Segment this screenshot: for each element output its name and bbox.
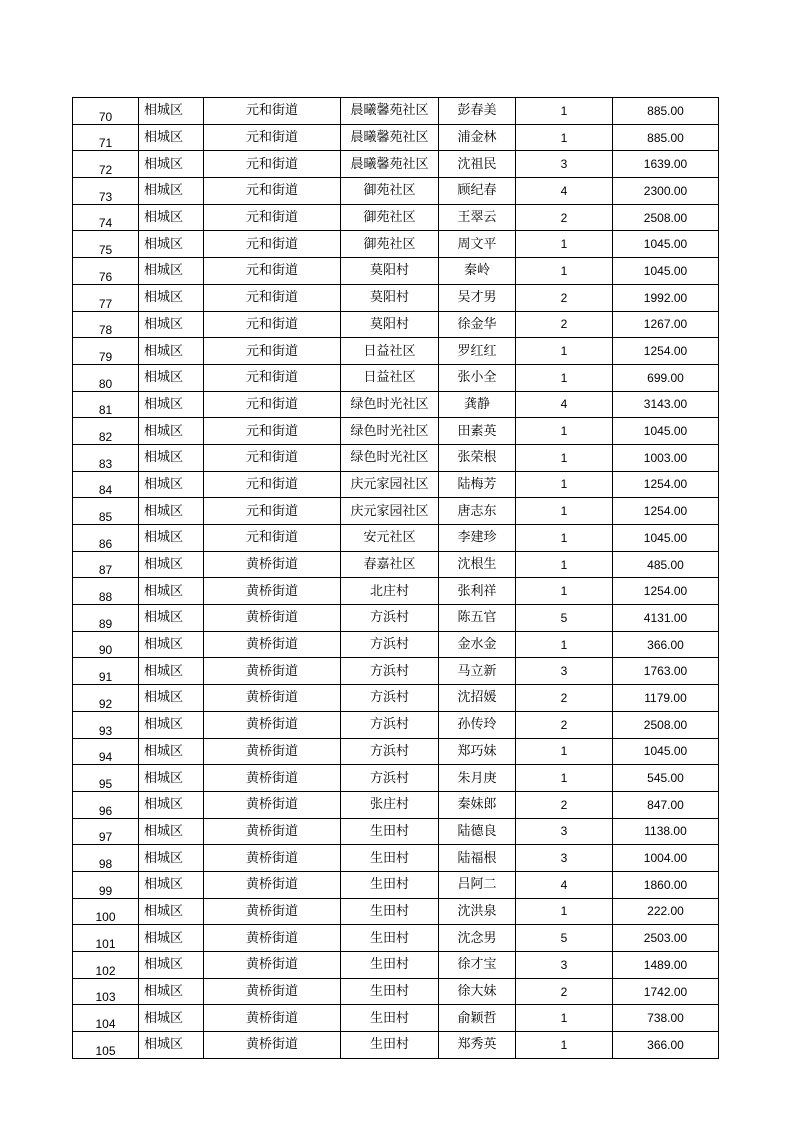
district-cell: 相城区 [139,925,204,952]
row-number-cell: 101 [73,925,139,952]
community-cell: 晨曦馨苑社区 [341,124,439,151]
district-cell: 相城区 [139,124,204,151]
household-count-cell: 5 [516,925,613,952]
row-number-cell: 100 [73,898,139,925]
street-cell: 元和街道 [204,498,341,525]
table-row [73,871,719,898]
community-cell: 方浜村 [341,738,439,765]
household-count-cell: 2 [516,204,613,231]
community-cell: 北庄村 [341,578,439,605]
amount-cell: 699.00 [613,364,719,391]
street-cell: 黄桥街道 [204,605,341,632]
street-cell: 黄桥街道 [204,1032,341,1059]
amount-cell: 1489.00 [613,952,719,979]
table-row [73,364,719,391]
street-cell: 黄桥街道 [204,578,341,605]
person-name-cell: 周文平 [439,231,516,258]
community-cell: 安元社区 [341,525,439,552]
amount-cell: 2300.00 [613,178,719,205]
street-cell: 黄桥街道 [204,765,341,792]
row-number-cell: 94 [73,738,139,765]
person-name-cell: 俞颖哲 [439,1005,516,1032]
household-count-cell: 2 [516,978,613,1005]
table-row [73,98,719,125]
community-cell: 方浜村 [341,631,439,658]
community-cell: 御苑社区 [341,231,439,258]
table-row [73,1032,719,1059]
community-cell: 生田村 [341,818,439,845]
household-count-cell: 1 [516,1005,613,1032]
amount-cell: 1138.00 [613,818,719,845]
table-row [73,578,719,605]
district-cell: 相城区 [139,311,204,338]
district-cell: 相城区 [139,98,204,125]
street-cell: 黄桥街道 [204,791,341,818]
community-cell: 方浜村 [341,711,439,738]
street-cell: 黄桥街道 [204,738,341,765]
district-cell: 相城区 [139,258,204,285]
table-row [73,311,719,338]
row-number-cell: 103 [73,978,139,1005]
district-cell: 相城区 [139,444,204,471]
person-name-cell: 孙传玲 [439,711,516,738]
amount-cell: 485.00 [613,551,719,578]
community-cell: 方浜村 [341,658,439,685]
person-name-cell: 张荣根 [439,444,516,471]
street-cell: 黄桥街道 [204,952,341,979]
household-count-cell: 3 [516,818,613,845]
table-row [73,738,719,765]
street-cell: 元和街道 [204,151,341,178]
table-row [73,925,719,952]
person-name-cell: 陆德良 [439,818,516,845]
household-count-cell: 3 [516,952,613,979]
person-name-cell: 沈念男 [439,925,516,952]
household-table [72,97,719,1059]
household-count-cell: 2 [516,311,613,338]
household-count-cell: 2 [516,791,613,818]
table-row [73,551,719,578]
row-number-cell: 95 [73,765,139,792]
row-number-cell: 71 [73,124,139,151]
person-name-cell: 金水金 [439,631,516,658]
street-cell: 元和街道 [204,418,341,445]
street-cell: 元和街道 [204,231,341,258]
household-count-cell: 2 [516,711,613,738]
table-row [73,258,719,285]
district-cell: 相城区 [139,685,204,712]
amount-cell: 1004.00 [613,845,719,872]
row-number-cell: 75 [73,231,139,258]
table-row [73,765,719,792]
community-cell: 庆元家园社区 [341,471,439,498]
household-count-cell: 4 [516,871,613,898]
row-number-cell: 81 [73,391,139,418]
amount-cell: 1045.00 [613,258,719,285]
household-count-cell: 1 [516,738,613,765]
table-row [73,711,719,738]
row-number-cell: 87 [73,551,139,578]
street-cell: 黄桥街道 [204,818,341,845]
person-name-cell: 陈五官 [439,605,516,632]
district-cell: 相城区 [139,791,204,818]
district-cell: 相城区 [139,1032,204,1059]
row-number-cell: 104 [73,1005,139,1032]
community-cell: 绿色时光社区 [341,391,439,418]
table-row [73,124,719,151]
person-name-cell: 朱月庚 [439,765,516,792]
household-count-cell: 3 [516,658,613,685]
person-name-cell: 郑巧妹 [439,738,516,765]
community-cell: 春嘉社区 [341,551,439,578]
table-row [73,471,719,498]
community-cell: 生田村 [341,925,439,952]
street-cell: 元和街道 [204,338,341,365]
person-name-cell: 陆梅芳 [439,471,516,498]
community-cell: 生田村 [341,845,439,872]
table-row [73,498,719,525]
district-cell: 相城区 [139,471,204,498]
district-cell: 相城区 [139,391,204,418]
row-number-cell: 76 [73,258,139,285]
household-count-cell: 5 [516,605,613,632]
table-row [73,685,719,712]
amount-cell: 1254.00 [613,338,719,365]
person-name-cell: 吕阿二 [439,871,516,898]
person-name-cell: 唐志东 [439,498,516,525]
district-cell: 相城区 [139,338,204,365]
community-cell: 生田村 [341,1032,439,1059]
amount-cell: 1045.00 [613,231,719,258]
household-count-cell: 1 [516,525,613,552]
amount-cell: 1254.00 [613,578,719,605]
amount-cell: 738.00 [613,1005,719,1032]
row-number-cell: 83 [73,444,139,471]
amount-cell: 847.00 [613,791,719,818]
row-number-cell: 98 [73,845,139,872]
row-number-cell: 77 [73,284,139,311]
community-cell: 方浜村 [341,605,439,632]
household-count-cell: 3 [516,845,613,872]
community-cell: 生田村 [341,871,439,898]
household-count-cell: 1 [516,231,613,258]
street-cell: 元和街道 [204,444,341,471]
table-row [73,231,719,258]
amount-cell: 1267.00 [613,311,719,338]
district-cell: 相城区 [139,284,204,311]
street-cell: 元和街道 [204,525,341,552]
person-name-cell: 沈根生 [439,551,516,578]
amount-cell: 885.00 [613,98,719,125]
person-name-cell: 田素英 [439,418,516,445]
table-row [73,818,719,845]
household-count-cell: 4 [516,178,613,205]
district-cell: 相城区 [139,605,204,632]
amount-cell: 1045.00 [613,525,719,552]
street-cell: 元和街道 [204,471,341,498]
household-count-cell: 1 [516,98,613,125]
row-number-cell: 97 [73,818,139,845]
table-row [73,444,719,471]
table-row [73,605,719,632]
person-name-cell: 郑秀英 [439,1032,516,1059]
person-name-cell: 徐大妹 [439,978,516,1005]
amount-cell: 885.00 [613,124,719,151]
district-cell: 相城区 [139,871,204,898]
community-cell: 生田村 [341,978,439,1005]
community-cell: 方浜村 [341,765,439,792]
amount-cell: 2508.00 [613,204,719,231]
street-cell: 元和街道 [204,364,341,391]
person-name-cell: 马立新 [439,658,516,685]
row-number-cell: 82 [73,418,139,445]
amount-cell: 2508.00 [613,711,719,738]
street-cell: 黄桥街道 [204,845,341,872]
table-row [73,898,719,925]
person-name-cell: 陆福根 [439,845,516,872]
district-cell: 相城区 [139,498,204,525]
table-row [73,791,719,818]
community-cell: 绿色时光社区 [341,418,439,445]
table-row [73,151,719,178]
community-cell: 御苑社区 [341,178,439,205]
amount-cell: 1179.00 [613,685,719,712]
street-cell: 黄桥街道 [204,925,341,952]
row-number-cell: 84 [73,471,139,498]
street-cell: 黄桥街道 [204,871,341,898]
street-cell: 黄桥街道 [204,711,341,738]
community-cell: 生田村 [341,952,439,979]
person-name-cell: 沈祖民 [439,151,516,178]
amount-cell: 1254.00 [613,471,719,498]
table-row [73,525,719,552]
amount-cell: 1639.00 [613,151,719,178]
household-count-cell: 4 [516,391,613,418]
table-body [73,98,719,1059]
person-name-cell: 秦岭 [439,258,516,285]
row-number-cell: 78 [73,311,139,338]
table-row [73,631,719,658]
street-cell: 元和街道 [204,311,341,338]
district-cell: 相城区 [139,525,204,552]
community-cell: 莫阳村 [341,311,439,338]
household-count-cell: 1 [516,444,613,471]
community-cell: 莫阳村 [341,284,439,311]
district-cell: 相城区 [139,151,204,178]
district-cell: 相城区 [139,578,204,605]
household-count-cell: 1 [516,338,613,365]
person-name-cell: 浦金林 [439,124,516,151]
table-row [73,658,719,685]
street-cell: 黄桥街道 [204,658,341,685]
community-cell: 御苑社区 [341,204,439,231]
street-cell: 黄桥街道 [204,898,341,925]
person-name-cell: 徐才宝 [439,952,516,979]
person-name-cell: 张小全 [439,364,516,391]
table-row [73,418,719,445]
amount-cell: 1254.00 [613,498,719,525]
row-number-cell: 72 [73,151,139,178]
table-row [73,952,719,979]
community-cell: 日益社区 [341,338,439,365]
district-cell: 相城区 [139,631,204,658]
amount-cell: 2503.00 [613,925,719,952]
street-cell: 黄桥街道 [204,551,341,578]
household-count-cell: 1 [516,258,613,285]
person-name-cell: 张利祥 [439,578,516,605]
table-row [73,391,719,418]
row-number-cell: 90 [73,631,139,658]
person-name-cell: 沈招媛 [439,685,516,712]
district-cell: 相城区 [139,231,204,258]
household-count-cell: 1 [516,418,613,445]
community-cell: 晨曦馨苑社区 [341,151,439,178]
table-row [73,204,719,231]
table-row [73,1005,719,1032]
person-name-cell: 龚静 [439,391,516,418]
household-count-cell: 1 [516,551,613,578]
district-cell: 相城区 [139,204,204,231]
row-number-cell: 89 [73,605,139,632]
person-name-cell: 顾纪春 [439,178,516,205]
amount-cell: 1045.00 [613,738,719,765]
row-number-cell: 96 [73,791,139,818]
household-count-cell: 1 [516,471,613,498]
person-name-cell: 吴才男 [439,284,516,311]
row-number-cell: 79 [73,338,139,365]
amount-cell: 1003.00 [613,444,719,471]
person-name-cell: 徐金华 [439,311,516,338]
community-cell: 张庄村 [341,791,439,818]
street-cell: 元和街道 [204,284,341,311]
street-cell: 元和街道 [204,98,341,125]
district-cell: 相城区 [139,978,204,1005]
district-cell: 相城区 [139,658,204,685]
amount-cell: 1742.00 [613,978,719,1005]
community-cell: 绿色时光社区 [341,444,439,471]
household-count-cell: 1 [516,765,613,792]
row-number-cell: 93 [73,711,139,738]
table-row [73,284,719,311]
street-cell: 黄桥街道 [204,685,341,712]
household-count-cell: 1 [516,364,613,391]
row-number-cell: 99 [73,871,139,898]
row-number-cell: 92 [73,685,139,712]
community-cell: 晨曦馨苑社区 [341,98,439,125]
district-cell: 相城区 [139,364,204,391]
district-cell: 相城区 [139,738,204,765]
street-cell: 黄桥街道 [204,1005,341,1032]
household-count-cell: 1 [516,498,613,525]
household-count-cell: 1 [516,578,613,605]
district-cell: 相城区 [139,551,204,578]
district-cell: 相城区 [139,898,204,925]
person-name-cell: 彭春美 [439,98,516,125]
row-number-cell: 91 [73,658,139,685]
community-cell: 生田村 [341,898,439,925]
row-number-cell: 88 [73,578,139,605]
district-cell: 相城区 [139,765,204,792]
row-number-cell: 86 [73,525,139,552]
street-cell: 元和街道 [204,124,341,151]
row-number-cell: 80 [73,364,139,391]
person-name-cell: 罗红红 [439,338,516,365]
amount-cell: 366.00 [613,1032,719,1059]
table-row [73,845,719,872]
row-number-cell: 70 [73,98,139,125]
district-cell: 相城区 [139,845,204,872]
amount-cell: 3143.00 [613,391,719,418]
street-cell: 黄桥街道 [204,978,341,1005]
table-row [73,978,719,1005]
community-cell: 莫阳村 [341,258,439,285]
table-row [73,178,719,205]
street-cell: 元和街道 [204,391,341,418]
row-number-cell: 73 [73,178,139,205]
community-cell: 庆元家园社区 [341,498,439,525]
amount-cell: 1860.00 [613,871,719,898]
district-cell: 相城区 [139,952,204,979]
district-cell: 相城区 [139,178,204,205]
row-number-cell: 74 [73,204,139,231]
community-cell: 生田村 [341,1005,439,1032]
district-cell: 相城区 [139,1005,204,1032]
row-number-cell: 105 [73,1032,139,1059]
amount-cell: 4131.00 [613,605,719,632]
amount-cell: 1992.00 [613,284,719,311]
street-cell: 黄桥街道 [204,631,341,658]
community-cell: 方浜村 [341,685,439,712]
amount-cell: 545.00 [613,765,719,792]
district-cell: 相城区 [139,818,204,845]
amount-cell: 366.00 [613,631,719,658]
household-count-cell: 1 [516,631,613,658]
street-cell: 元和街道 [204,178,341,205]
household-count-cell: 1 [516,1032,613,1059]
district-cell: 相城区 [139,711,204,738]
district-cell: 相城区 [139,418,204,445]
household-count-cell: 1 [516,898,613,925]
household-count-cell: 3 [516,151,613,178]
person-name-cell: 沈洪泉 [439,898,516,925]
amount-cell: 1763.00 [613,658,719,685]
person-name-cell: 李建珍 [439,525,516,552]
street-cell: 元和街道 [204,258,341,285]
household-count-cell: 1 [516,124,613,151]
row-number-cell: 102 [73,952,139,979]
amount-cell: 1045.00 [613,418,719,445]
amount-cell: 222.00 [613,898,719,925]
community-cell: 日益社区 [341,364,439,391]
table-row [73,338,719,365]
person-name-cell: 王翠云 [439,204,516,231]
household-count-cell: 2 [516,685,613,712]
row-number-cell: 85 [73,498,139,525]
person-name-cell: 秦妹郎 [439,791,516,818]
street-cell: 元和街道 [204,204,341,231]
household-count-cell: 2 [516,284,613,311]
